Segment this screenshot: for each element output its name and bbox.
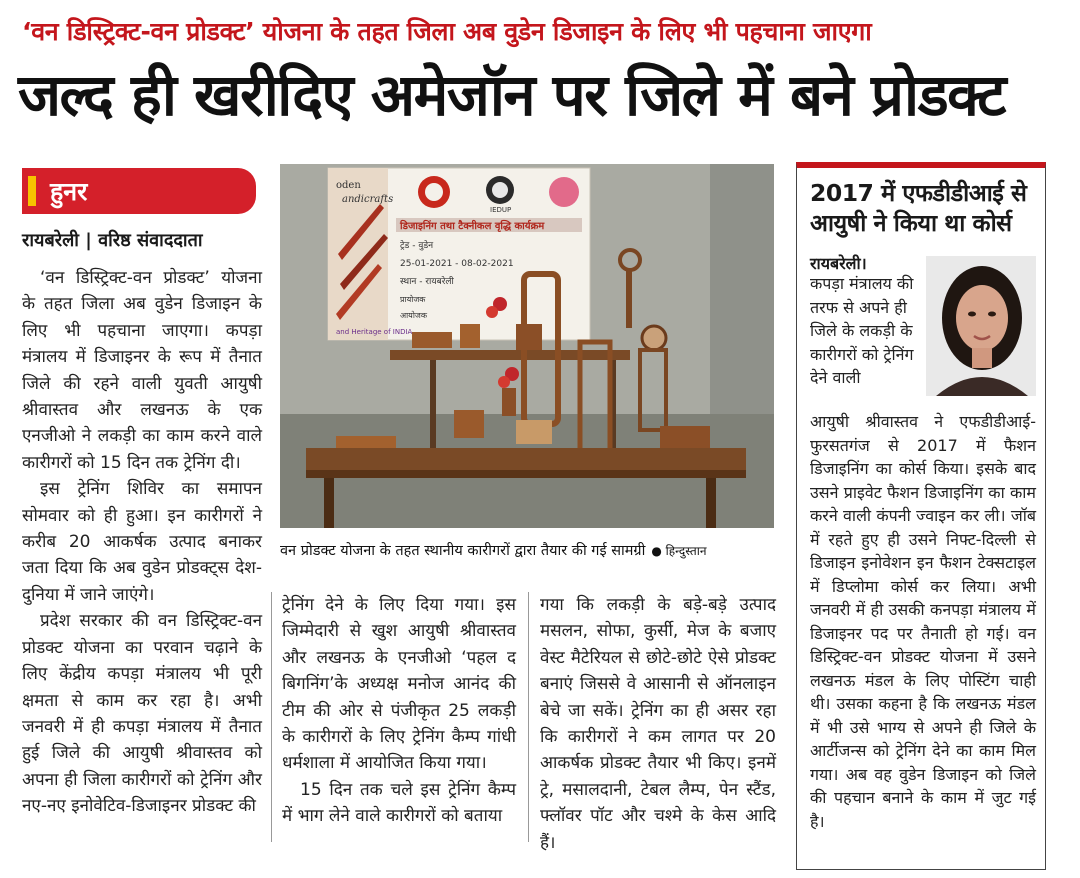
- article-column-2: [282, 592, 516, 830]
- portrait-photo: [926, 256, 1036, 396]
- photo-caption: [280, 540, 780, 560]
- paragraph: 15 दिन तक चले इस ट्रेनिंग कैम्प में भाग लेने वाले कारीगरों को बताया: [282, 779, 516, 827]
- paragraph: इस ट्रेनिंग शिविर का समापन सोमवार को ही हुआ। इन कारीगरों ने करीब 20 आकर्षक उत्पाद बनाकर जता दिया कि अब वुडेन प्रोडक्ट्स देश-दुनिया में जाने जाएंगे।: [22, 479, 262, 605]
- section-tag-label: हुनर: [50, 177, 88, 206]
- article-column-1: [22, 265, 262, 820]
- banner-footer: and Heritage of INDIA: [336, 328, 413, 336]
- tag-accent-bar: [28, 176, 36, 206]
- section-tag: [22, 168, 256, 214]
- article-headline: जल्द ही खरीदिए अमेजॉन पर जिले में बने प्रोडक्ट: [18, 61, 1005, 129]
- banner-line2: andicrafts: [342, 194, 394, 205]
- sidebar-text-wide: आयुषी श्रीवास्तव ने एफडीडीआई-फुरसतगंज से 2017 में फैशन डिजाइनिंग का कोर्स किया। इसके बाद उसने प्राइवेट फैशन डिजाइनिंग का काम करने वाली कंपनी ज्वाइन कर ली। जॉब में रहते हुए ही उसने निफ्ट-दिल्ली से डिजाइन इनोवेशन इन फैशन टेक्सटाइल में डिप्लोमा कोर्स कर लिया। अभी जनवरी में ही उसकी कनपड़ा मंत्रालय में डिजाइनर पद पर तैनाती हो गई। वन डिस्ट्रिक्ट-वन प्रोडक्ट योजना में उसने लखनऊ मंडल के लिए पोस्टिंग चाही थी। उसका कहना है कि लखनऊ मंडल में भी उसे भाग्य से अपने ही जिले के आर्टीजन्स को ट्रेनिंग देने का काम मिल गया। अब वह वुडेन डिजाइन को जिले की पहचान बनाने के काम में जुट गई है।: [810, 412, 1036, 831]
- banner-line-a: प्रायोजक: [400, 295, 426, 304]
- paragraph: प्रदेश सरकार की वन डिस्ट्रिक्ट-वन प्रोडक्ट योजना का परवान चढ़ाने के लिए केंद्रीय कपड़ा मंत्रालय भी पूरी क्षमता से काम कर रहा है। अभी जनवरी में ही कपड़ा मंत्रालय में तैनात हुई जिले की आयुषी श्रीवास्तव को अपना ही जिला कारीगरों को ट्रेनिंग और नए-नए इनोवेटिव-डिजाइनर प्रोडक्ट की: [22, 611, 262, 817]
- banner-line1: oden: [336, 180, 361, 191]
- article-kicker: ‘वन डिस्ट्रिक्ट-वन प्रोडक्ट’ योजना के तहत जिला अब वुडेन डिजाइन के लिए भी पहचाना जाएगा: [22, 17, 872, 46]
- sidebar-text-narrow: कपड़ा मंत्रालय की तरफ से अपने ही जिले के लकड़ी के कारीगरों को ट्रेनिंग देने वाली: [810, 274, 914, 387]
- sidebar-title: 2017 में एफडीडीआई से आयुषी ने किया था कोर्स: [810, 179, 1027, 237]
- paragraph: ट्रेनिंग देने के लिए दिया गया। इस जिम्मेदारी से खुश आयुषी श्रीवास्तव और लखनऊ के एनजीओ ‘पहल द बिगनिंग’के अध्यक्ष मनोज आनंद की टीम की ओर से पंजीकृत 25 लकड़ी के कारीगरों के लिए ट्रेनिंग कैम्प गांधी धर्मशाला में आयोजित किया गया।: [282, 595, 516, 774]
- banner-trade: ट्रेड - वुडेन: [400, 241, 434, 251]
- column-divider: [271, 592, 272, 842]
- sidebar-dateline: रायबरेली।: [810, 254, 867, 273]
- banner-line-b: आयोजक: [400, 311, 427, 320]
- banner-org: IEDUP: [490, 206, 512, 214]
- photo-credit: ● हिन्दुस्तान: [651, 544, 707, 558]
- paragraph: ‘वन डिस्ट्रिक्ट-वन प्रोडक्ट’ योजना के तहत जिला अब वुडेन डिजाइन के लिए भी पहचाना जाएगा। कपड़ा मंत्रालय में डिजाइनर के रूप में तैनात जिले की रहने वाली युवती आयुषी श्रीवास्तव और लखनऊ के एक एनजीओ ने लकड़ी का काम करने वाले कारीगरों को 15 दिन तक ट्रेनिंग दी।: [22, 268, 262, 473]
- banner-place: स्थान - रायबरेली: [400, 277, 454, 287]
- column-divider: [528, 592, 529, 842]
- article-photo: [280, 164, 774, 528]
- banner-program: डिजाइनिंग तथा टैक्नीकल वृद्धि कार्यक्रम: [400, 221, 545, 232]
- banner-dates: 25-01-2021 - 08-02-2021: [400, 259, 514, 269]
- exhibit-banner: [328, 168, 590, 340]
- photo-caption-text: वन प्रोडक्ट योजना के तहत स्थानीय कारीगरों द्वारा तैयार की गई सामग्री: [280, 543, 646, 559]
- byline: रायबरेली | वरिष्ठ संवाददाता: [22, 230, 203, 251]
- paragraph: गया कि लकड़ी के बड़े-बड़े उत्पाद मसलन, सोफा, कुर्सी, मेज के बजाए वेस्ट मैटेरियल से छोटे-छोटे ऐसे प्रोडक्ट बनाएं जिससे वे आसानी से ऑनलाइन बेचे जा सकें। ट्रेनिंग का ही असर रहा कि कारीगरों ने कम लागत पर 20 आकर्षक प्रोडक्ट तैयार भी किए। इनमें ट्रे, मसालदानी, टेबल लैम्प, पेन स्टैंड, फ्लॉवर पॉट और चश्मे के केस आदि हैं।: [540, 595, 776, 853]
- article-column-3: [540, 592, 776, 856]
